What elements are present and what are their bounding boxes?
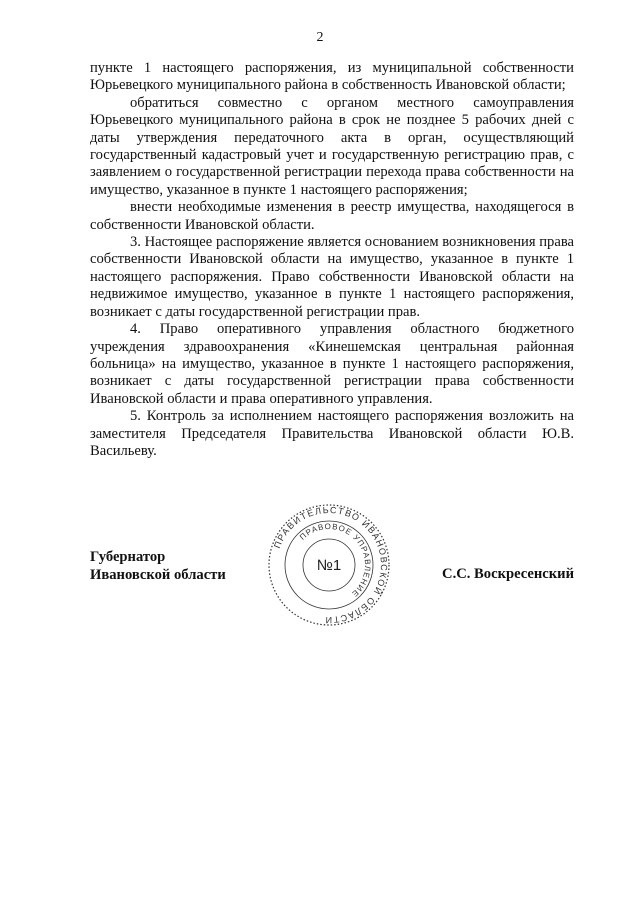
paragraph-item-4: 4. Право оперативного управления областного бюджетного учреждения здравоохранения «Кинешемская центральная районная больница» на имущество, указанное в пункте 1 настоящего распоряжения, возникает с даты государственной регистрации права собственности Ивановской области и права оперативного управления. [90, 321, 574, 407]
signature-block [0, 502, 640, 632]
page-number: 2 [316, 30, 324, 45]
seal-outer-text: ПРАВИТЕЛЬСТВО ИВАНОВСКОЙ ОБЛАСТИ [272, 504, 390, 626]
paragraph-update-registry: внести необходимые изменения в реестр имущества, находящегося в собственности Ивановской области. [90, 199, 574, 233]
signatory-position-line2: Ивановской области [90, 567, 226, 583]
seal-inner-text: ПРАВОВОЕ УПРАВЛЕНИЕ [298, 521, 373, 599]
paragraph-continuation: пункте 1 настоящего распоряжения, из муниципальной собственности Юрьевецкого муниципального района в собственность Ивановской области; [90, 60, 574, 94]
paragraph-register-transfer: обратиться совместно с органом местного самоуправления Юрьевецкого муниципального района в срок не позднее 5 рабочих дней с даты утверждения передаточного акта в орган, осуществляющий государственный кадастровый учет и государственную регистрацию прав, с заявлением о государственной регистрации перехода права собственности на имущество, указанное в пункте 1 настоящего распоряжения; [90, 94, 574, 198]
signatory-name: С.С. Воскресенский [442, 566, 574, 582]
official-seal [266, 502, 392, 628]
paragraph-item-5: 5. Контроль за исполнением настоящего распоряжения возложить на заместителя Председателя Правительства Ивановской области Ю.В. Васильеву. [90, 408, 574, 459]
signatory-position [90, 548, 226, 584]
signatory-position-line1: Губернатор [90, 549, 166, 565]
document-body [90, 60, 574, 460]
paragraph-item-3: 3. Настоящее распоряжение является основанием возникновения права собственности Ивановской области на имущество, указанное в пункте 1 настоящего распоряжения. Право собственности Ивановской области на недвижимое имущество, указанное в пункте 1 настоящего распоряжения, возникает с даты государственной регистрации прав. [90, 234, 574, 320]
seal-number: №1 [316, 557, 342, 574]
